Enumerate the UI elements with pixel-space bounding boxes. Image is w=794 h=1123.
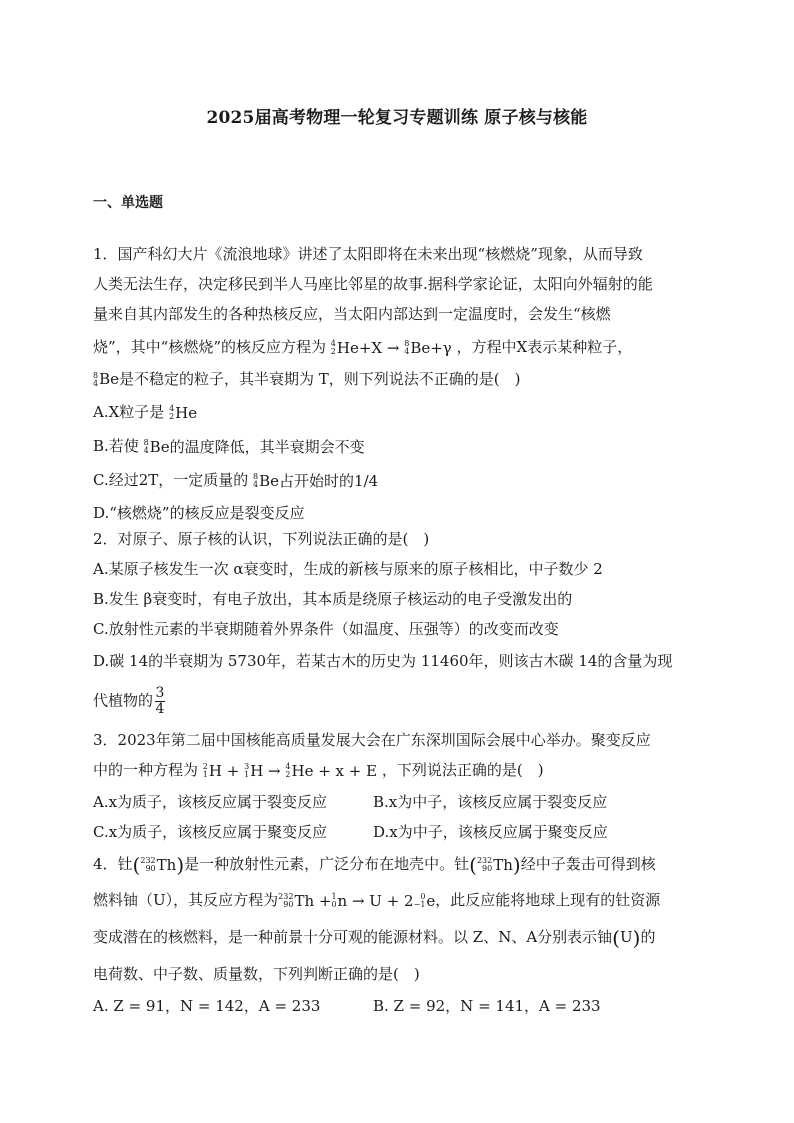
q4-line-4: 电荷数、中子数、质量数，下列判断正确的是( ) [93, 965, 420, 983]
q3-line-2: 中的一种方程为 2 1 H + 3 1 H → 4 2 He + x + E ，下列说法正确的是( ) [93, 761, 544, 780]
th-nuclide: 232 90 Th [140, 856, 177, 874]
he-nuclide-2: 4 2 He + x + E [285, 762, 378, 780]
document-title: 2025届高考物理一轮复习专题训练 原子核与核能 [206, 108, 588, 128]
q2-option-c: C.放射性元素的半衰期随着外界条件（如温度、压强等）的改变而改变 [93, 620, 559, 638]
q2-option-b: B.发生 β衰变时，有电子放出，其本质是绕原子核运动的电子受激发出的 [93, 590, 573, 608]
q1-line-3: 量来自其内部发生的各种热核反应，当太阳内部达到一定温度时，会发生“核燃 [93, 305, 611, 323]
be-nuclide: 8 4 Be+γ [404, 339, 452, 357]
q1-line-5: 8 4 Be是不稳定的粒子，其半衰期为 T，则下列说法不正确的是( ) [93, 370, 521, 388]
q1-line-4 [93, 337, 632, 357]
q3-option-d: D.x为中子，该核反应属于聚变反应 [373, 823, 608, 841]
he-nuclide: 4 2 He+X → [330, 339, 400, 357]
q4-option-b: B. Z = 92，N = 141，A = 233 [373, 997, 601, 1015]
q4-line-2: 燃料铀（U），其反应方程为 232 90 Th + 1 0 n → U + 2 0 −1 e ，此反应能将地球上现有的钍资源 [93, 891, 661, 910]
q3-option-b: B.x为中子，该核反应属于裂变反应 [373, 793, 608, 811]
q1-line-2: 人类无法生存，决定移民到半人马座比邻星的故事.据科学家论证，太阳向外辐射的能 [93, 275, 653, 293]
q3-line-1: 3．2023年第二届中国核能高质量发展大会在广东深圳国际会展中心举办。聚变反应 [93, 731, 651, 749]
q4-option-a: A. Z = 91，N = 142，A = 233 [93, 997, 321, 1015]
h2-nuclide: 2 1 H + [202, 762, 240, 780]
q1-line-4a: 烧”，其中“核燃烧”的核反应方程为 [93, 338, 327, 356]
q1-line-4b: ，方程中X表示某种粒子， [456, 338, 633, 356]
q1-option-c: C.经过2T，一定质量的 8 4 Be占开始时的1/4 [93, 471, 379, 490]
q4-line-3: 变成潜在的核燃料，是一种前景十分可观的能源材料。以 Z、N、A分别表示铀(U)的 [93, 926, 656, 950]
q4-line-1: 4．钍( 232 90 Th )是一种放射性元素，广泛分布在地壳中。钍( 232 90 Th )经中子轰击可得到核 [93, 853, 656, 877]
h3-nuclide: 3 1 H → [244, 762, 281, 780]
q3-option-a: A.x为质子，该核反应属于裂变反应 [93, 793, 328, 811]
q2-option-a: A.某原子核发生一次 α衰变时，生成的新核与原来的原子核相比，中子数少 2 [93, 560, 603, 578]
fraction-three-quarters: $\frac{3}{4}$ [155, 685, 165, 717]
section-heading: 一、单选题 [93, 195, 163, 211]
q1-line-1: 1．国产科幻大片《流浪地球》讲述了太阳即将在未来出现“核燃烧”现象，从而导致 [93, 245, 643, 263]
q1-option-a: A.X粒子是 4 2 He [93, 403, 198, 422]
q2-stem: 2．对原子、原子核的认识，下列说法正确的是( ) [93, 530, 430, 548]
q2-option-d-line-2: 代植物的 $\frac{3}{4}$ [93, 685, 165, 717]
q2-option-d-line-1: D.碳 14的半衰期为 5730年，若某古木的历史为 11460年，则该古木碳 14的含量为现 [93, 652, 673, 670]
q1-option-b: B.若使 8 4 Be的温度降低，其半衰期会不变 [93, 437, 365, 456]
q3-option-c: C.x为质子，该核反应属于聚变反应 [93, 823, 328, 841]
q1-option-d: D.“核燃烧”的核反应是裂变反应 [93, 504, 305, 522]
